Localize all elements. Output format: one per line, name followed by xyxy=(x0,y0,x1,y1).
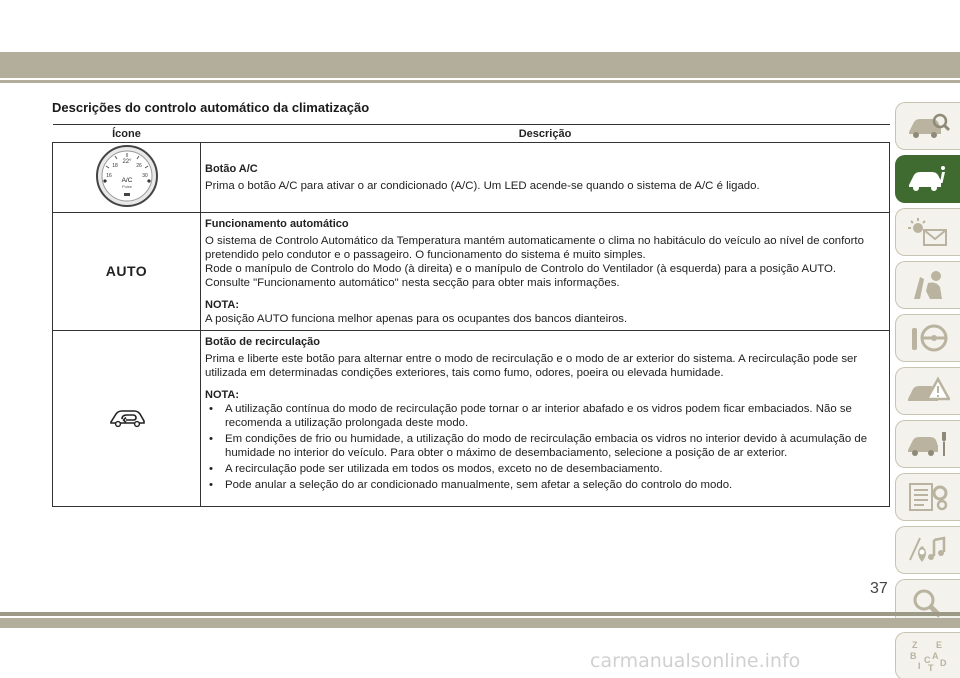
icon-cell xyxy=(53,213,201,331)
dial-label-far-left: 16 xyxy=(105,172,112,179)
header-band xyxy=(0,52,960,78)
description-cell xyxy=(201,143,890,213)
column-header-icon: Ícone xyxy=(53,125,201,143)
list-item: • Em condições de frio ou humidade, a utilização do modo de recirculação embacia os vidros no interior devido à acumulação de humidade no interior do veículo. Para obter o máximo de desembaciamento, selecione a posição de ar exterior. xyxy=(205,432,883,460)
climate-controls-table xyxy=(52,124,890,507)
header-rule xyxy=(0,80,960,83)
auto-note-text: A posição AUTO funciona melhor apenas para os ocupantes dos bancos dianteiros. xyxy=(205,313,628,325)
dial-label-top: 22° xyxy=(121,158,132,165)
table-row xyxy=(53,331,890,507)
watermark: carmanualsonline.info xyxy=(590,650,801,672)
seat-airbag-icon xyxy=(906,269,950,301)
index-letter: Z xyxy=(912,640,918,650)
auto-note-label: NOTA: xyxy=(205,299,240,311)
table-row xyxy=(53,143,890,213)
tab-index[interactable] xyxy=(895,632,960,678)
car-wrench-icon xyxy=(906,428,950,460)
icon-cell xyxy=(53,331,201,507)
tab-starting-operating[interactable] xyxy=(895,314,960,362)
tab-servicing[interactable] xyxy=(895,420,960,468)
index-letter: B xyxy=(910,651,917,661)
index-letter: C xyxy=(924,655,931,665)
car-hazard-icon xyxy=(906,375,950,407)
ac-button-heading: Botão A/C xyxy=(205,163,258,175)
tab-multimedia[interactable] xyxy=(895,526,960,574)
list-item: • A recirculação pode ser utilizada em todos os modos, exceto no de desembaciamento. xyxy=(205,462,883,476)
recirculation-notes-list xyxy=(205,402,883,492)
page-number: 37 xyxy=(870,580,888,597)
list-item: • A utilização contínua do modo de recirculação pode tornar o ar interior abafado e os vidros podem ficar embaciados. Não se recomenda a utilização prolongada deste modo. xyxy=(205,402,883,430)
tab-in-case-of-emergency[interactable] xyxy=(895,367,960,415)
tab-warning-lights[interactable] xyxy=(895,208,960,256)
dial-label-center: A/C xyxy=(121,176,132,184)
index-letter: I xyxy=(918,661,921,671)
recirculation-icon xyxy=(107,406,147,428)
section-title: Descrições do controlo automático da climatização xyxy=(52,100,370,115)
tab-technical-specs[interactable] xyxy=(895,473,960,521)
recirculation-note-label: NOTA: xyxy=(205,389,240,401)
steering-wheel-icon xyxy=(906,322,950,354)
car-info-icon xyxy=(906,163,950,195)
car-magnifier-icon xyxy=(906,110,950,142)
ac-button-text: Prima o botão A/C para ativar o ar condicionado (A/C). Um LED acende-se quando o sistema de A/C é ligado. xyxy=(205,180,760,192)
auto-heading: Funcionamento automático xyxy=(205,218,349,230)
dial-label-left: 18 xyxy=(111,162,118,169)
recirculation-text: Prima e liberte este botão para alternar entre o modo de recirculação e o modo de ar exterior do sistema. A recirculação pode ser utilizada em determinadas condições exteriores, tais como fumo, odores, poeira ou elevada humidade. xyxy=(205,353,858,379)
tab-vehicle-info[interactable] xyxy=(895,155,960,203)
music-navigation-icon xyxy=(906,534,950,566)
ac-button-dial-icon xyxy=(95,144,159,208)
dial-label-far-right: 30 xyxy=(141,172,148,179)
auto-icon-label: AUTO xyxy=(105,262,148,279)
description-cell xyxy=(201,331,890,507)
dial-label-right: 26 xyxy=(135,162,142,169)
warning-light-message-icon xyxy=(906,216,950,248)
index-letter: T xyxy=(928,663,934,673)
footer-rule xyxy=(0,612,960,616)
dial-label-sub: Pulse xyxy=(121,183,132,189)
footer-band xyxy=(0,618,960,628)
index-letters-icon xyxy=(906,639,950,673)
tab-safety[interactable] xyxy=(895,261,960,309)
auto-paragraph-1: O sistema de Controlo Automático da Temperatura mantém automaticamente o clima no habitáculo do veículo ao nível de conforto pretendido pelo condutor e o passageiro. O funcionamento do sistema é muito simples. xyxy=(205,235,864,261)
tab-getting-to-know[interactable] xyxy=(895,102,960,150)
index-letter: E xyxy=(936,640,943,650)
index-letter: D xyxy=(940,658,947,668)
list-item: • Pode anular a seleção do ar condicionado manualmente, sem afetar a seleção do controlo do modo. xyxy=(205,478,883,492)
table-header-row xyxy=(53,125,890,143)
specs-gear-icon xyxy=(906,481,950,513)
chapter-tabs xyxy=(895,102,960,678)
icon-cell xyxy=(53,143,201,213)
column-header-description: Descrição xyxy=(201,125,890,143)
index-letter: A xyxy=(932,651,939,661)
auto-paragraph-3: Consulte "Funcionamento automático" nesta secção para obter mais informações. xyxy=(205,277,620,289)
auto-paragraph-2: Rode o manípulo de Controlo do Modo (à direita) e o manípulo de Controlo do Ventilador (à esquerda) para a posição AUTO. xyxy=(205,263,837,275)
description-cell xyxy=(201,213,890,331)
table-row xyxy=(53,213,890,331)
recirculation-heading: Botão de recirculação xyxy=(205,336,320,348)
